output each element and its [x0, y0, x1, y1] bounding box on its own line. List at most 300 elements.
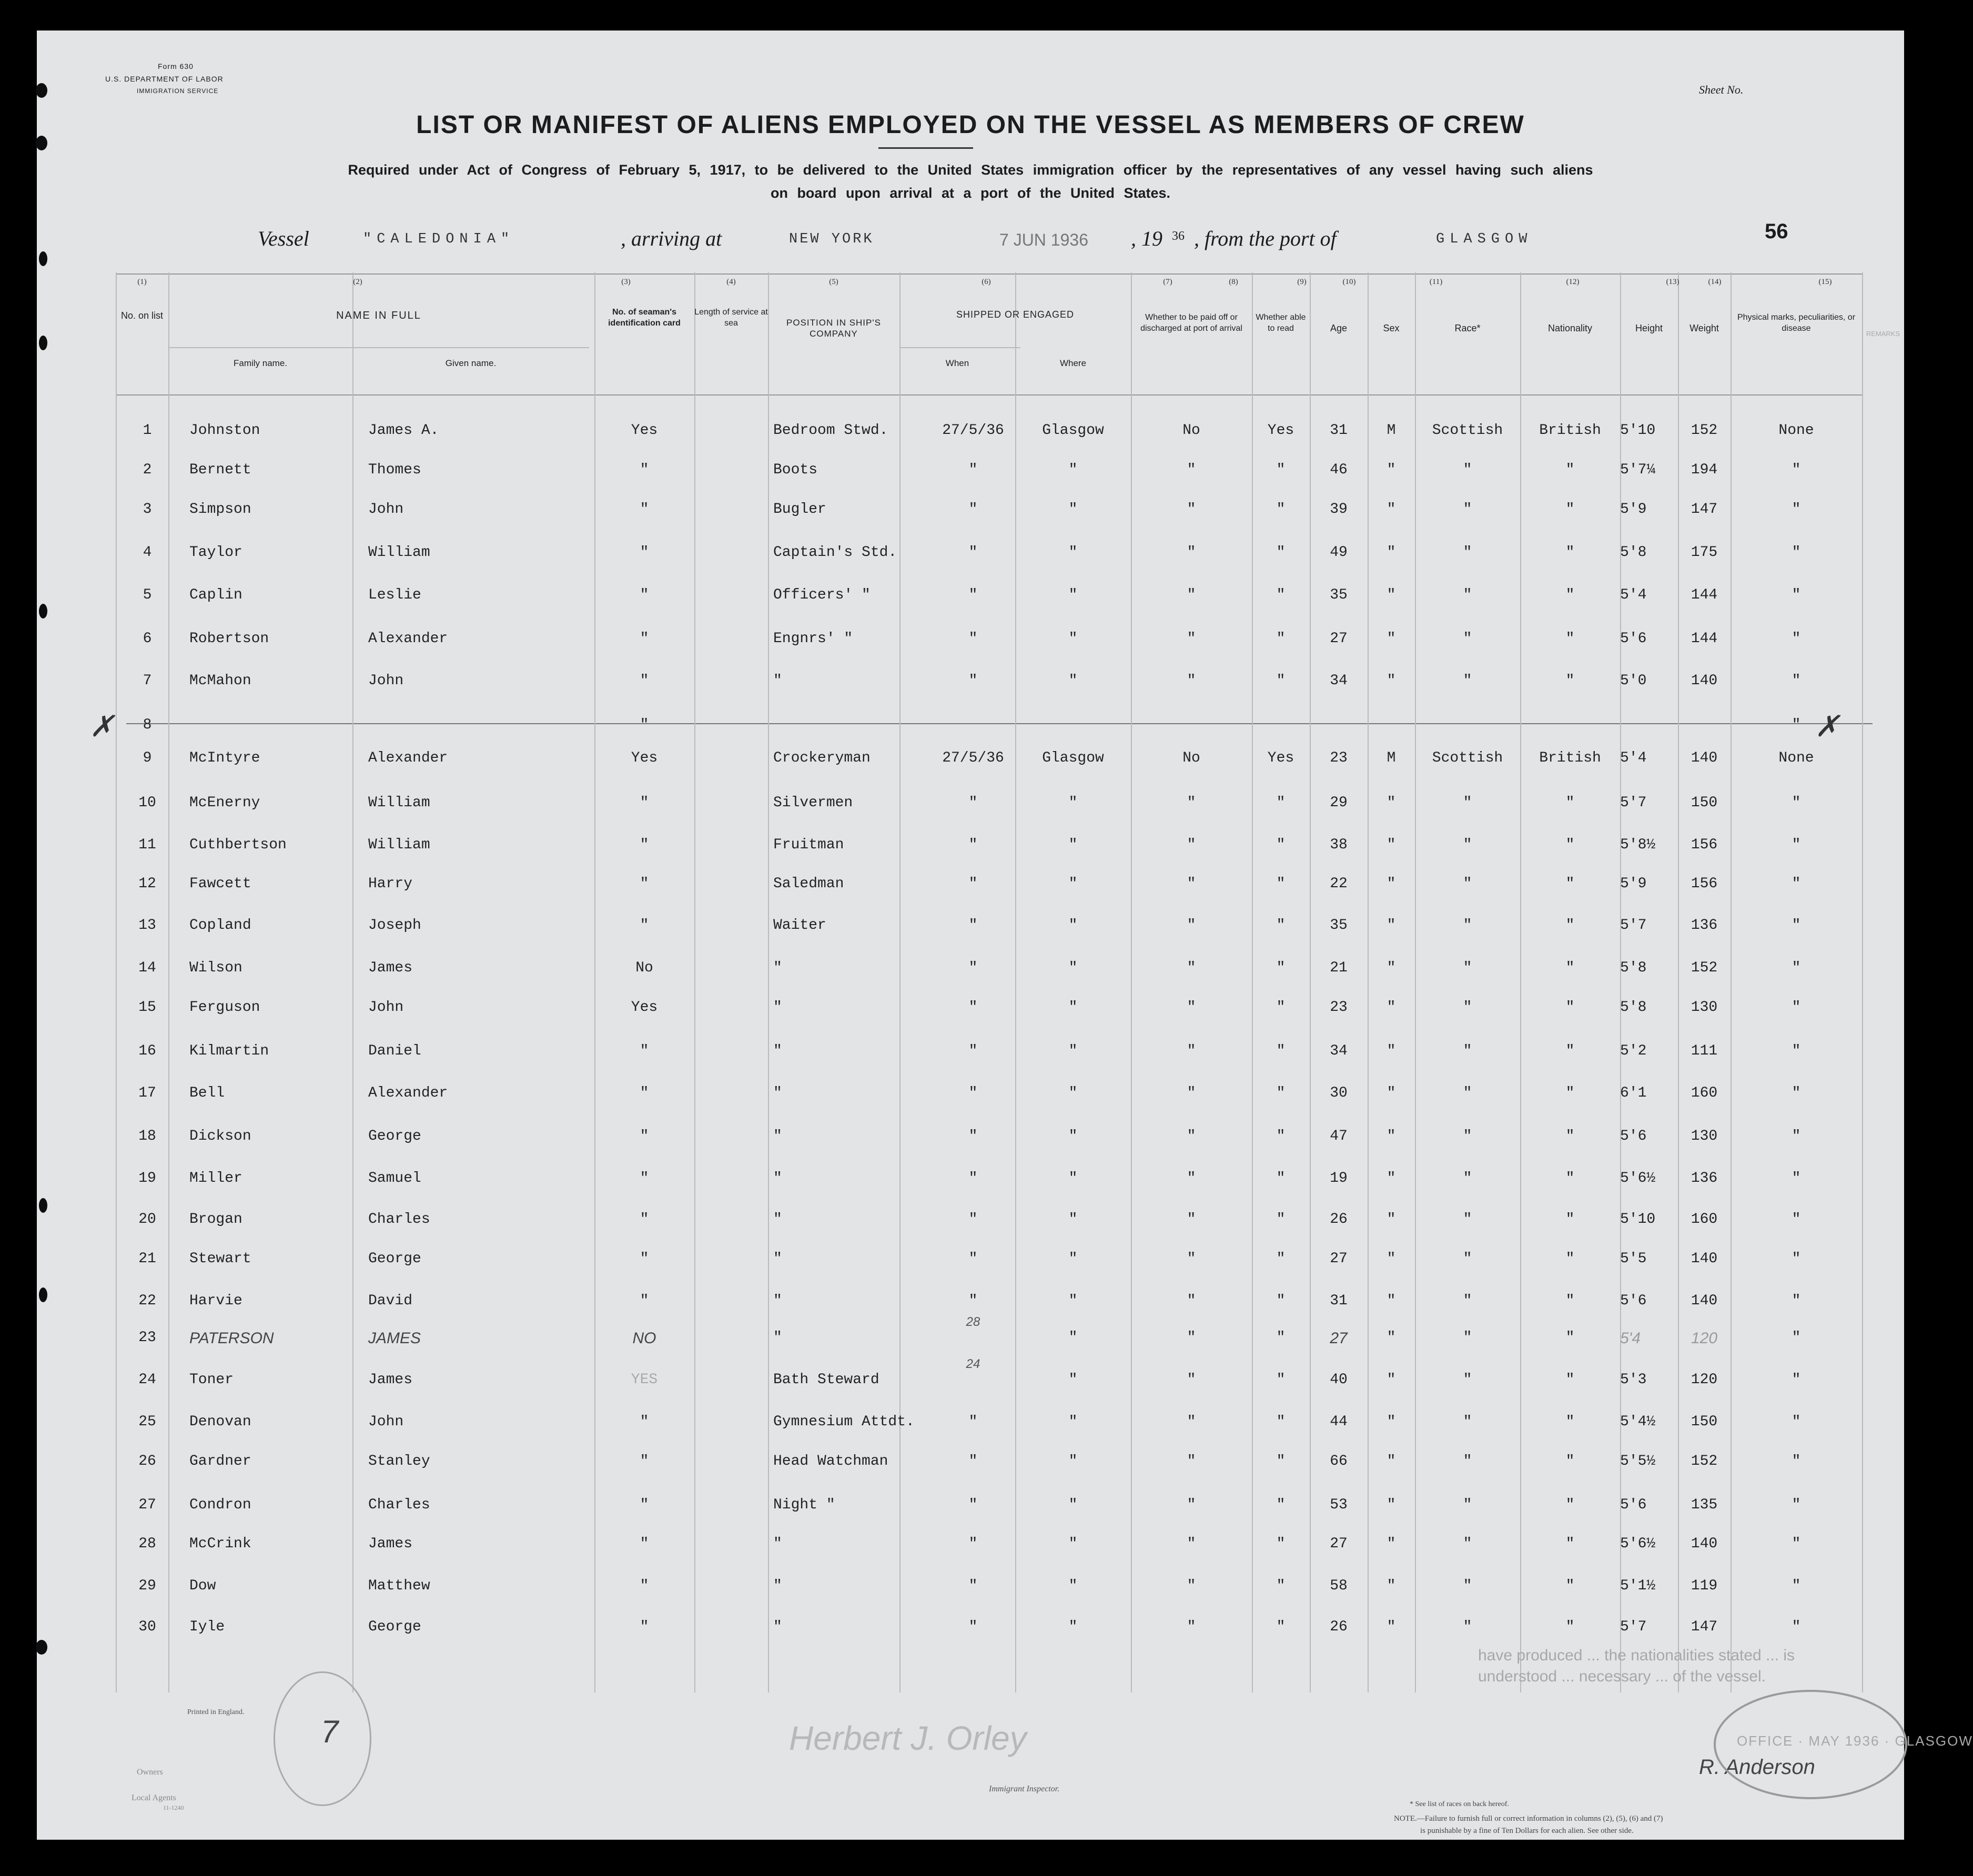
punch-hole [39, 1198, 47, 1213]
cell-when: " [968, 1293, 978, 1309]
cell-age: 49 [1330, 544, 1348, 561]
header-sex: Sex [1383, 323, 1400, 333]
cell-position: Fruitman [773, 837, 844, 853]
subtitle-line1: Required under Act of Congress of February 5, 1917, to be delivered to the United States immigration officer by the representatives of any vessel having such aliens [348, 162, 1593, 178]
header-where: Where [1059, 358, 1087, 368]
column-rule [1131, 272, 1132, 1692]
cell-nat: " [1565, 1536, 1575, 1552]
cell-family: Brogan [189, 1211, 242, 1228]
column-number: (7) [1163, 278, 1172, 286]
header-when: When [945, 358, 969, 368]
cell-no: 23 [138, 1330, 156, 1346]
column-rule [594, 272, 595, 1692]
cell-height: 5'7 [1620, 1619, 1647, 1635]
cell-paid: " [1187, 462, 1196, 478]
cell-sex: " [1387, 1043, 1396, 1059]
cell-when: 28 [966, 1315, 980, 1329]
cell-height: 5'6 [1620, 1128, 1647, 1144]
cell-no: 27 [138, 1497, 156, 1513]
cell-age: 53 [1330, 1497, 1348, 1513]
cell-weight: 152 [1691, 1453, 1718, 1469]
cell-read: Yes [1267, 750, 1294, 766]
cell-marks: " [1792, 1414, 1801, 1430]
cell-marks: " [1792, 1128, 1801, 1144]
cell-where: Glasgow [1042, 750, 1104, 766]
cell-where: " [1068, 1497, 1078, 1513]
cell-nat: " [1565, 587, 1575, 603]
cell-given: Charles [368, 1211, 430, 1228]
printed-in: Printed in England. [187, 1708, 245, 1716]
column-number: (11) [1429, 278, 1443, 286]
cell-paid: " [1187, 544, 1196, 561]
year-prefix: , 19 [1131, 227, 1162, 250]
cell-race: " [1463, 1453, 1472, 1469]
cell-given: James [368, 1372, 413, 1388]
cell-card: Yes [631, 422, 658, 439]
cell-age: 21 [1330, 960, 1348, 976]
cell-sex: " [1387, 1619, 1396, 1635]
cell-height: 5'8 [1620, 960, 1647, 976]
margin-check-mark: ✗ [1815, 709, 1839, 743]
cell-sex: " [1387, 1330, 1396, 1346]
column-rule [116, 272, 117, 1692]
cell-age: 58 [1330, 1578, 1348, 1594]
cell-nat: " [1565, 1497, 1575, 1513]
cell-age: 38 [1330, 837, 1348, 853]
cell-race: " [1463, 1497, 1472, 1513]
race-note: * See list of races on back hereof. [1410, 1800, 1509, 1808]
cell-paid: " [1187, 1372, 1196, 1388]
cell-paid: " [1187, 1330, 1196, 1346]
cell-given: George [368, 1251, 421, 1267]
cell-where: " [1068, 1536, 1078, 1552]
cell-given: John [368, 999, 404, 1016]
agent-signature: R. Anderson [1699, 1756, 1815, 1779]
cell-paid: " [1187, 631, 1196, 647]
column-number: (14) [1708, 278, 1722, 286]
cell-sex: " [1387, 673, 1396, 689]
cell-read: " [1276, 960, 1286, 976]
cell-sex: " [1387, 1536, 1396, 1552]
column-number: (1) [137, 278, 147, 286]
cell-given: Alexander [368, 1085, 448, 1101]
cell-paid: " [1187, 587, 1196, 603]
cell-marks: " [1792, 1085, 1801, 1101]
cell-family: Toner [189, 1372, 234, 1388]
cell-where: " [1068, 673, 1078, 689]
cell-given: George [368, 1128, 421, 1144]
title-rule [878, 147, 973, 149]
cell-card: " [640, 1085, 649, 1101]
cell-marks: " [1792, 1453, 1801, 1469]
cell-when: " [968, 1043, 978, 1059]
cell-weight: 111 [1691, 1043, 1718, 1059]
cell-family: Johnston [189, 422, 260, 439]
cell-family: PATERSON [189, 1330, 274, 1347]
vessel-label: Vessel [258, 227, 309, 250]
cell-card: Yes [631, 999, 658, 1016]
cell-sex: " [1387, 999, 1396, 1016]
cell-race: " [1463, 999, 1472, 1016]
column-rule [1415, 272, 1416, 1692]
cell-age: 66 [1330, 1453, 1348, 1469]
cell-position: Night " [773, 1497, 835, 1513]
cell-no: 4 [143, 544, 152, 561]
cell-when: " [968, 1414, 978, 1430]
page-title: LIST OR MANIFEST OF ALIENS EMPLOYED ON THE VESSEL AS MEMBERS OF CREW [416, 111, 1525, 139]
cell-age: 29 [1330, 795, 1348, 811]
cell-age: 47 [1330, 1128, 1348, 1144]
cell-race: " [1463, 1128, 1472, 1144]
cell-nat: " [1565, 917, 1575, 934]
cell-nat: " [1565, 1211, 1575, 1228]
cell-given: Harry [368, 876, 413, 892]
column-rule [168, 272, 169, 1692]
cell-card: " [640, 876, 649, 892]
cell-read: " [1276, 1043, 1286, 1059]
cell-weight: 156 [1691, 837, 1718, 853]
cell-family: Fawcett [189, 876, 251, 892]
cell-position: Bugler [773, 501, 826, 518]
cell-marks: " [1792, 1211, 1801, 1228]
cell-race: " [1463, 1043, 1472, 1059]
cell-weight: 144 [1691, 631, 1718, 647]
cell-read: " [1276, 795, 1286, 811]
cell-paid: " [1187, 501, 1196, 518]
cell-nat: " [1565, 837, 1575, 853]
column-rule [899, 272, 901, 1692]
cell-card: " [640, 1211, 649, 1228]
cell-read: " [1276, 631, 1286, 647]
cell-nat: " [1565, 1619, 1575, 1635]
cell-nat: " [1565, 1293, 1575, 1309]
cell-when: " [968, 917, 978, 934]
punch-hole [39, 336, 47, 350]
cell-height: 6'1 [1620, 1085, 1647, 1101]
cell-given: JAMES [368, 1330, 421, 1347]
cell-sex: " [1387, 587, 1396, 603]
cell-sex: " [1387, 462, 1396, 478]
punch-hole [36, 1640, 47, 1655]
cell-when: " [968, 1578, 978, 1594]
cell-when: " [968, 462, 978, 478]
cell-no: 16 [138, 1043, 156, 1059]
cell-marks: " [1792, 999, 1801, 1016]
cell-family: Condron [189, 1497, 251, 1513]
cell-height: 5'7 [1620, 795, 1647, 811]
cell-given: Thomes [368, 462, 421, 478]
cell-given: Stanley [368, 1453, 430, 1469]
cell-card: " [640, 673, 649, 689]
column-number: (12) [1566, 278, 1580, 286]
cell-family: Denovan [189, 1414, 251, 1430]
cell-height: 5'7 [1620, 917, 1647, 934]
column-number: (9) [1297, 278, 1307, 286]
cell-where: " [1068, 1619, 1078, 1635]
cell-height: 5'10 [1620, 1211, 1656, 1228]
cell-age: 27 [1330, 1330, 1348, 1347]
cell-weight: 140 [1691, 1293, 1718, 1309]
cell-age: 19 [1330, 1170, 1348, 1187]
column-rule [768, 272, 769, 1692]
arriving-port: NEW YORK [789, 231, 874, 247]
cell-no: 3 [143, 501, 152, 518]
punch-hole [39, 251, 47, 266]
cell-read: " [1276, 1414, 1286, 1430]
cell-when: " [968, 876, 978, 892]
cell-no: 10 [138, 795, 156, 811]
cell-position: " [773, 1085, 782, 1101]
service: IMMIGRATION SERVICE [137, 87, 219, 95]
cell-no: 29 [138, 1578, 156, 1594]
cell-race: " [1463, 631, 1472, 647]
cell-read: " [1276, 1536, 1286, 1552]
column-number: (8) [1229, 278, 1238, 286]
cell-height: 5'6½ [1620, 1536, 1656, 1552]
cell-where: " [1068, 1085, 1078, 1101]
cell-marks: " [1792, 1372, 1801, 1388]
cell-no: 17 [138, 1085, 156, 1101]
cell-sex: " [1387, 544, 1396, 561]
cell-paid: No [1182, 422, 1200, 439]
cell-no: 13 [138, 917, 156, 934]
cell-family: Cuthbertson [189, 837, 287, 853]
cell-position: " [773, 1251, 782, 1267]
punch-hole [36, 83, 47, 98]
table-top-rule [116, 273, 1862, 275]
cell-height: 5'4½ [1620, 1414, 1656, 1430]
cell-given: James [368, 1536, 413, 1552]
cell-no: 24 [138, 1372, 156, 1388]
arriving-label: , arriving at [621, 227, 722, 250]
cell-read: " [1276, 1211, 1286, 1228]
cell-no: 9 [143, 750, 152, 766]
cell-weight: 160 [1691, 1211, 1718, 1228]
header-id-card: No. of seaman's identification card [608, 308, 681, 328]
cell-position: Crockeryman [773, 750, 871, 766]
cell-read: " [1276, 501, 1286, 518]
cell-sex: " [1387, 1128, 1396, 1144]
year-suffix: 36 [1172, 229, 1185, 243]
cell-position: " [773, 999, 782, 1016]
cell-sex: " [1387, 876, 1396, 892]
column-rule [694, 272, 695, 1692]
column-rule [1015, 272, 1016, 1692]
cell-family: Bell [189, 1085, 225, 1101]
cell-sex: " [1387, 1453, 1396, 1469]
header-given-name: Given name. [445, 358, 497, 368]
cell-card: NO [632, 1330, 656, 1347]
cell-marks: " [1792, 587, 1801, 603]
cell-where: " [1068, 1211, 1078, 1228]
column-rule [1520, 272, 1521, 1692]
cell-no: 28 [138, 1536, 156, 1552]
cell-weight: 119 [1691, 1578, 1718, 1594]
cell-card: " [640, 1043, 649, 1059]
cell-marks: " [1792, 1043, 1801, 1059]
cell-height: 5'4 [1620, 1330, 1641, 1347]
cell-read: " [1276, 1453, 1286, 1469]
cell-no: 14 [138, 960, 156, 976]
cell-family: Copland [189, 917, 251, 934]
name-sub-rule [168, 347, 589, 348]
column-number: (6) [982, 278, 991, 286]
header-age: Age [1330, 323, 1348, 333]
cell-sex: " [1387, 1372, 1396, 1388]
cell-when: " [968, 1128, 978, 1144]
cell-height: 5'4 [1620, 750, 1647, 766]
sheet-number: 56 [1765, 220, 1788, 243]
cell-given: James [368, 960, 413, 976]
cell-read: " [1276, 544, 1286, 561]
cell-family: Dow [189, 1578, 216, 1594]
cell-when: " [968, 837, 978, 853]
cell-weight: 152 [1691, 422, 1718, 439]
cell-position: Saledman [773, 876, 844, 892]
cell-when: " [968, 1453, 978, 1469]
cell-height: 5'9 [1620, 876, 1647, 892]
cell-position: " [773, 1330, 782, 1346]
date-stamp: 7 JUN 1936 [999, 230, 1088, 249]
stamp-text: OFFICE · MAY 1936 · GLASGOW [1737, 1733, 1973, 1749]
column-number: (3) [621, 278, 631, 286]
cell-marks: " [1792, 631, 1801, 647]
cell-no: 1 [143, 422, 152, 439]
cell-where: " [1068, 999, 1078, 1016]
cell-marks: " [1792, 917, 1801, 934]
cell-height: 5'3 [1620, 1372, 1647, 1388]
punch-hole [39, 604, 47, 618]
cell-paid: " [1187, 876, 1196, 892]
subtitle-line2: on board upon arrival at a port of the United States. [770, 185, 1171, 201]
cell-when: " [968, 795, 978, 811]
cell-race: " [1463, 876, 1472, 892]
cell-card: " [640, 837, 649, 853]
cell-race: " [1463, 501, 1472, 518]
cell-age: 22 [1330, 876, 1348, 892]
cell-sex: " [1387, 1251, 1396, 1267]
faint-certificate-text: have produced ... the nationalities stated ... is understood ... necessary ... of the vessel. [1478, 1647, 1795, 1685]
cell-family: Dickson [189, 1128, 251, 1144]
inspector-signature: Herbert J. Orley [789, 1719, 1027, 1757]
cell-position: Waiter [773, 917, 826, 934]
cell-race: " [1463, 837, 1472, 853]
cell-race: " [1463, 544, 1472, 561]
cell-where: " [1068, 1372, 1078, 1388]
cell-paid: " [1187, 673, 1196, 689]
cell-card: YES [631, 1372, 658, 1388]
cell-no: 6 [143, 631, 152, 647]
cell-when: " [968, 1085, 978, 1101]
cell-height: 5'9 [1620, 501, 1647, 518]
cell-card: " [640, 462, 649, 478]
cell-weight: 135 [1691, 1497, 1718, 1513]
cell-given: William [368, 795, 430, 811]
handwritten-mark: 7 [321, 1714, 339, 1749]
cell-given: Samuel [368, 1170, 421, 1187]
cell-read: " [1276, 673, 1286, 689]
cell-marks: None [1778, 750, 1814, 766]
cell-marks: " [1792, 1497, 1801, 1513]
cell-where: " [1068, 1170, 1078, 1187]
column-number: (15) [1818, 278, 1832, 286]
cell-position: Boots [773, 462, 818, 478]
cell-race: " [1463, 1536, 1472, 1552]
cell-age: 35 [1330, 917, 1348, 934]
cell-card: " [640, 501, 649, 518]
header-weight: Weight [1689, 323, 1719, 333]
cell-given: Daniel [368, 1043, 421, 1059]
column-rule [1620, 272, 1621, 1692]
cell-nat: " [1565, 673, 1575, 689]
cell-no: 11 [138, 837, 156, 853]
cell-weight: 160 [1691, 1085, 1718, 1101]
cell-family: Taylor [189, 544, 242, 561]
cell-weight: 120 [1691, 1372, 1718, 1388]
sheet-label: Sheet No. [1699, 83, 1744, 96]
cell-sex: " [1387, 1578, 1396, 1594]
cell-age: 27 [1330, 1251, 1348, 1267]
header-family-name: Family name. [233, 358, 288, 368]
cell-paid: " [1187, 917, 1196, 934]
cell-no: 25 [138, 1414, 156, 1430]
cell-given: Joseph [368, 917, 421, 934]
cell-card: " [640, 1497, 649, 1513]
cell-read: " [1276, 917, 1286, 934]
column-number: (10) [1342, 278, 1356, 286]
cell-weight: 150 [1691, 1414, 1718, 1430]
cell-nat: " [1565, 1372, 1575, 1388]
cell-marks: " [1792, 717, 1801, 733]
cell-read: " [1276, 876, 1286, 892]
cell-paid: " [1187, 960, 1196, 976]
cell-card: " [640, 795, 649, 811]
cell-position: " [773, 673, 782, 689]
form-number: Form 630 [158, 62, 194, 70]
cell-paid: " [1187, 795, 1196, 811]
cell-height: 5'1½ [1620, 1578, 1656, 1594]
cell-where: " [1068, 917, 1078, 934]
cell-read: " [1276, 1619, 1286, 1635]
cell-given: Alexander [368, 750, 448, 766]
cell-marks: " [1792, 876, 1801, 892]
cell-race: " [1463, 587, 1472, 603]
cell-when: " [968, 960, 978, 976]
cell-age: 27 [1330, 1536, 1348, 1552]
cell-sex: " [1387, 1085, 1396, 1101]
cell-when: " [968, 1536, 978, 1552]
cell-given: Alexander [368, 631, 448, 647]
cell-weight: 136 [1691, 917, 1718, 934]
cell-family: Caplin [189, 587, 242, 603]
cell-read: " [1276, 837, 1286, 853]
header-remarks: REMARKS [1866, 330, 1900, 338]
cell-race: Scottish [1432, 750, 1503, 766]
cell-age: 23 [1330, 999, 1348, 1016]
cell-marks: " [1792, 1293, 1801, 1309]
cell-where: " [1068, 587, 1078, 603]
cell-age: 44 [1330, 1414, 1348, 1430]
cell-position: " [773, 1293, 782, 1309]
header-physical: Physical marks, peculiarities, or disease [1737, 313, 1856, 333]
cell-marks: " [1792, 1578, 1801, 1594]
cell-nat: British [1539, 422, 1601, 439]
cell-position: Head Watchman [773, 1453, 888, 1469]
office-stamp [1714, 1690, 1973, 1799]
cell-card: " [640, 1536, 649, 1552]
cell-no: 18 [138, 1128, 156, 1144]
cell-no: 21 [138, 1251, 156, 1267]
